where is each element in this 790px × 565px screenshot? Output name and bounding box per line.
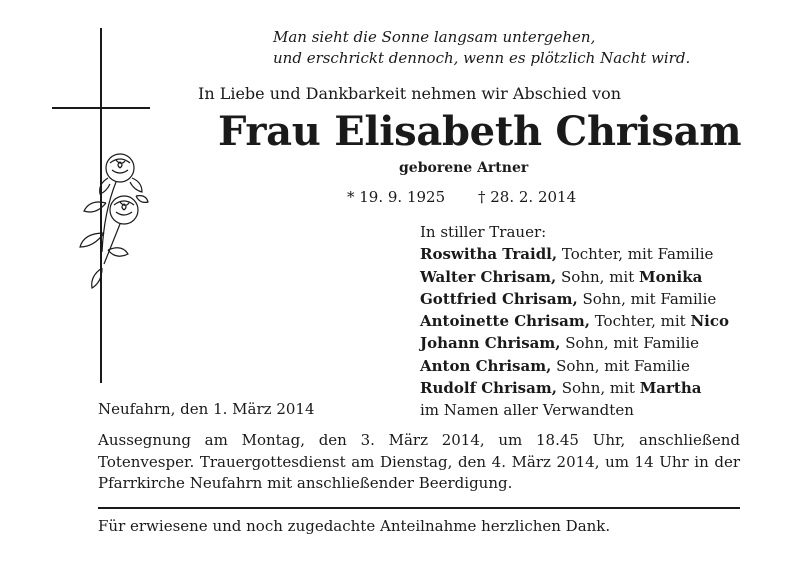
place-date: Neufahrn, den 1. März 2014 — [98, 400, 315, 418]
cross-with-roses-icon — [50, 28, 160, 384]
birth-date: * 19. 9. 1925 — [347, 188, 446, 206]
list-item: Rudolf Chrisam, Sohn, mit Martha — [420, 379, 702, 398]
thanks-text: Für erwiesene und noch zugedachte Anteilnahme herzlichen Dank. — [98, 517, 611, 535]
death-date: † 28. 2. 2014 — [478, 188, 577, 206]
list-item: Walter Chrisam, Sohn, mit Monika — [420, 267, 703, 286]
quote-line-1: Man sieht die Sonne langsam untergehen, — [273, 28, 596, 46]
quote-line-2: und erschrickt dennoch, wenn es plötzlich Nacht wird. — [273, 49, 691, 67]
mourners-block — [420, 221, 729, 422]
deceased-name: Frau Elisabeth Chrisam — [218, 108, 742, 155]
list-item: Roswitha Traidl, Tochter, mit Familie — [420, 245, 714, 264]
mourners-closing: im Namen aller Verwandten — [420, 401, 634, 420]
divider — [98, 507, 740, 509]
list-item: Gottfried Chrisam, Sohn, mit Familie — [420, 289, 717, 308]
list-item: Antoinette Chrisam, Tochter, mit Nico — [420, 312, 729, 331]
service-details: Aussegnung am Montag, den 3. März 2014, um 18.45 Uhr, anschließend Totenvesper. Trauergottesdienst am Dienstag, den 4. März 2014, um 14 Uhr in der Pfarrkirche Neufahrn mit anschließender Beerdigung. — [98, 431, 740, 492]
intro-text: In Liebe und Dankbarkeit nehmen wir Abschied von — [198, 84, 622, 103]
birth-name: geborene Artner — [399, 160, 529, 176]
list-item: Johann Chrisam, Sohn, mit Familie — [420, 334, 700, 353]
list-item: Anton Chrisam, Sohn, mit Familie — [420, 356, 690, 375]
mourners-heading: In stiller Trauer: — [420, 223, 547, 241]
